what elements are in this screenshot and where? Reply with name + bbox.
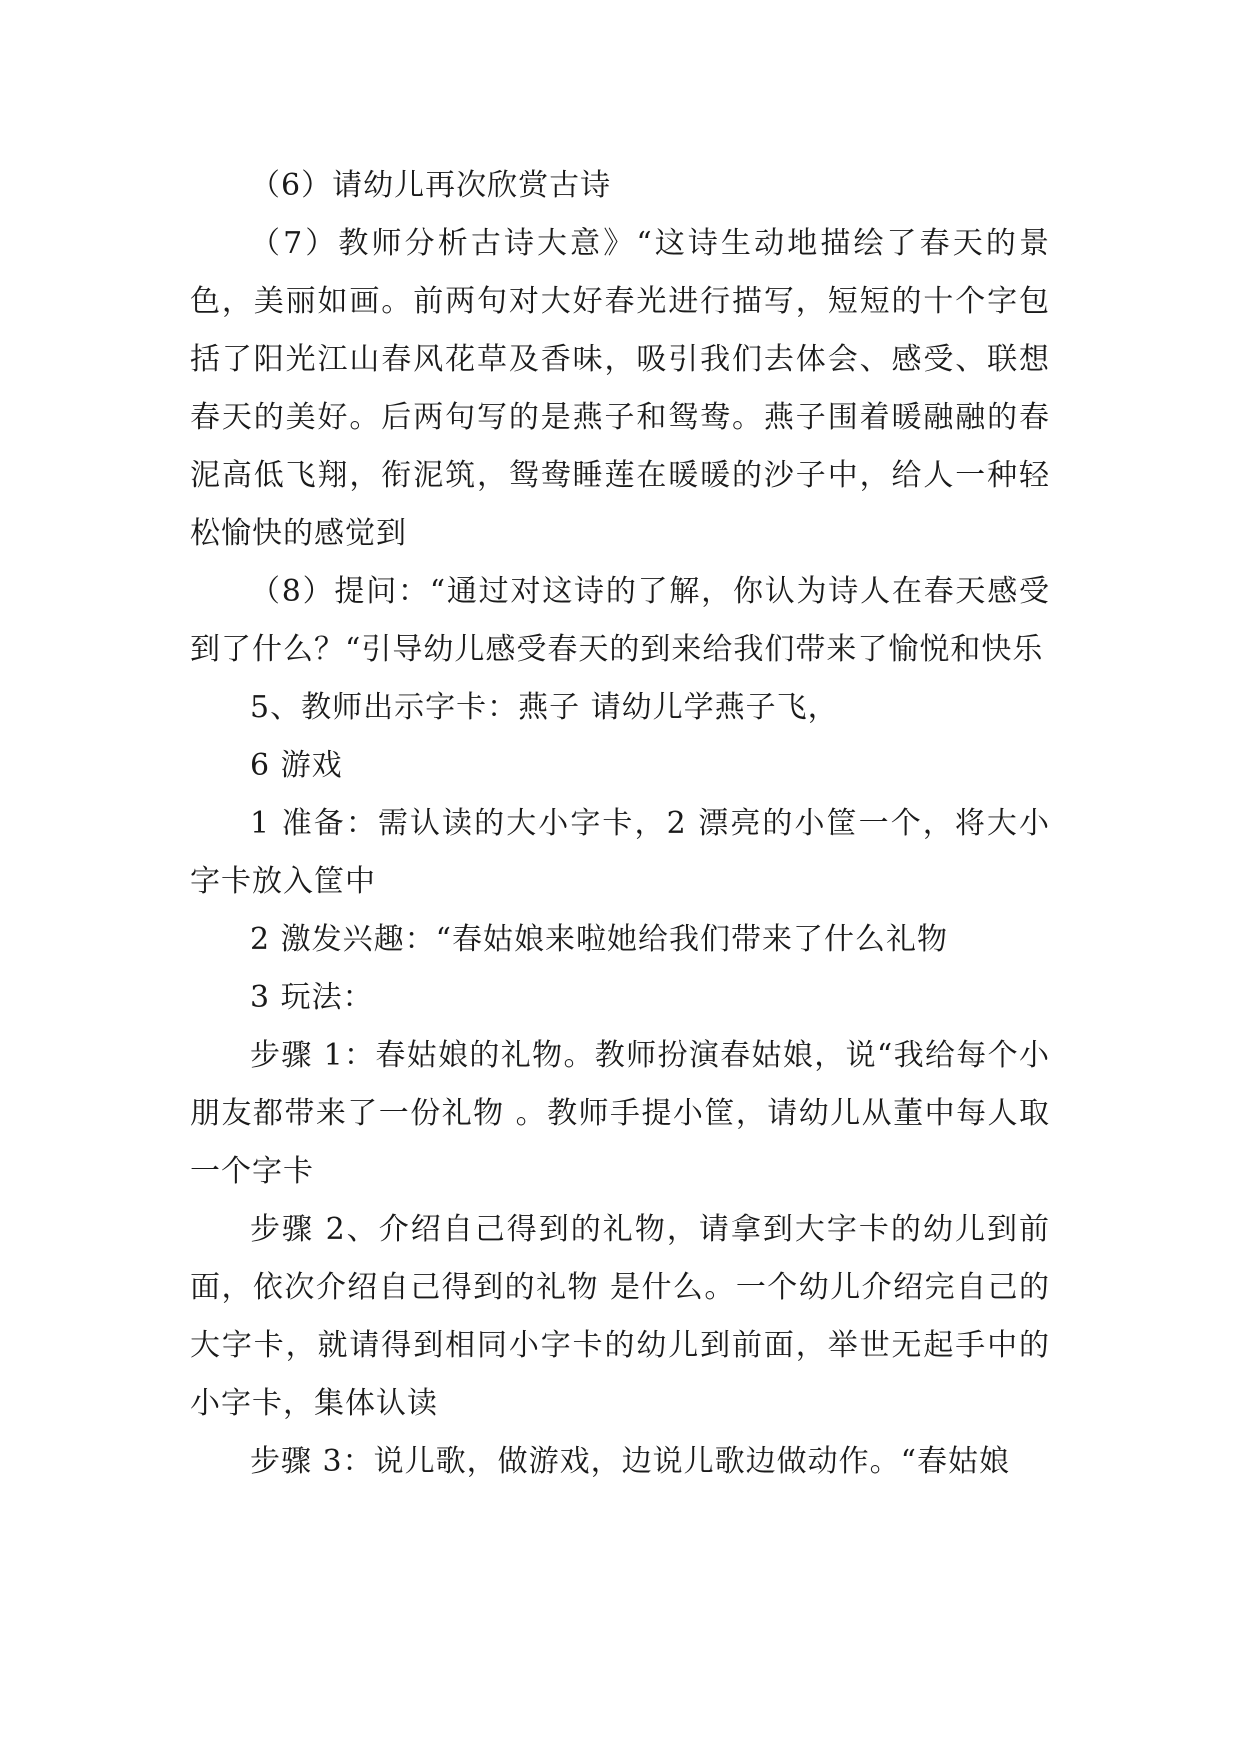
paragraph-interest: 2 激发兴趣：“春姑娘来啦她给我们带来了什么礼物	[250, 922, 948, 957]
paragraph-step-6: （6）请幼儿再次欣赏古诗	[250, 168, 612, 203]
paragraph-game-step-3: 步骤 3：说儿歌，做游戏，边说儿歌边做动作。“春姑娘	[250, 1444, 1010, 1479]
paragraph-game-step-2: 步骤 2、介绍自己得到的礼物，请拿到大字卡的幼儿到前面，依次介绍自己得到的礼物 是什么。一个幼儿介绍完自己的大字卡，就请得到相同小字卡的幼儿到前面，举世无起手中的小字卡，集体认读	[190, 1212, 1050, 1421]
document-body	[190, 157, 1050, 1491]
paragraph-game-step-1: 步骤 1：春姑娘的礼物。教师扮演春姑娘，说“我给每个小朋友都带来了一份礼物 。教师手提小筐，请幼儿从董中每人取一个字卡	[190, 1038, 1050, 1189]
paragraph-step-8: （8）提问：“通过对这诗的了解，你认为诗人在春天感受到了什么？“引导幼儿感受春天的到来给我们带来了愉悦和快乐	[190, 574, 1050, 667]
paragraph-game-heading: 6 游戏	[250, 748, 343, 783]
paragraph-step-7: （7）教师分析古诗大意》“这诗生动地描绘了春天的景色，美丽如画。前两句对大好春光进行描写，短短的十个字包括了阳光江山春风花草及香味，吸引我们去体会、感受、联想春天的美好。后两句写的是燕子和鸳鸯。燕子围着暖融融的春泥高低飞翔，衔泥筑，鸳鸯睡莲在暖暖的沙子中，给人一种轻松愉快的感觉到	[190, 226, 1050, 551]
paragraph-play-method: 3 玩法：	[250, 980, 374, 1015]
paragraph-show-card: 5、教师出示字卡：燕子 请幼儿学燕子飞，	[250, 690, 839, 725]
paragraph-preparation: 1 准备：需认读的大小字卡，2 漂亮的小筐一个，将大小字卡放入筐中	[190, 806, 1050, 899]
